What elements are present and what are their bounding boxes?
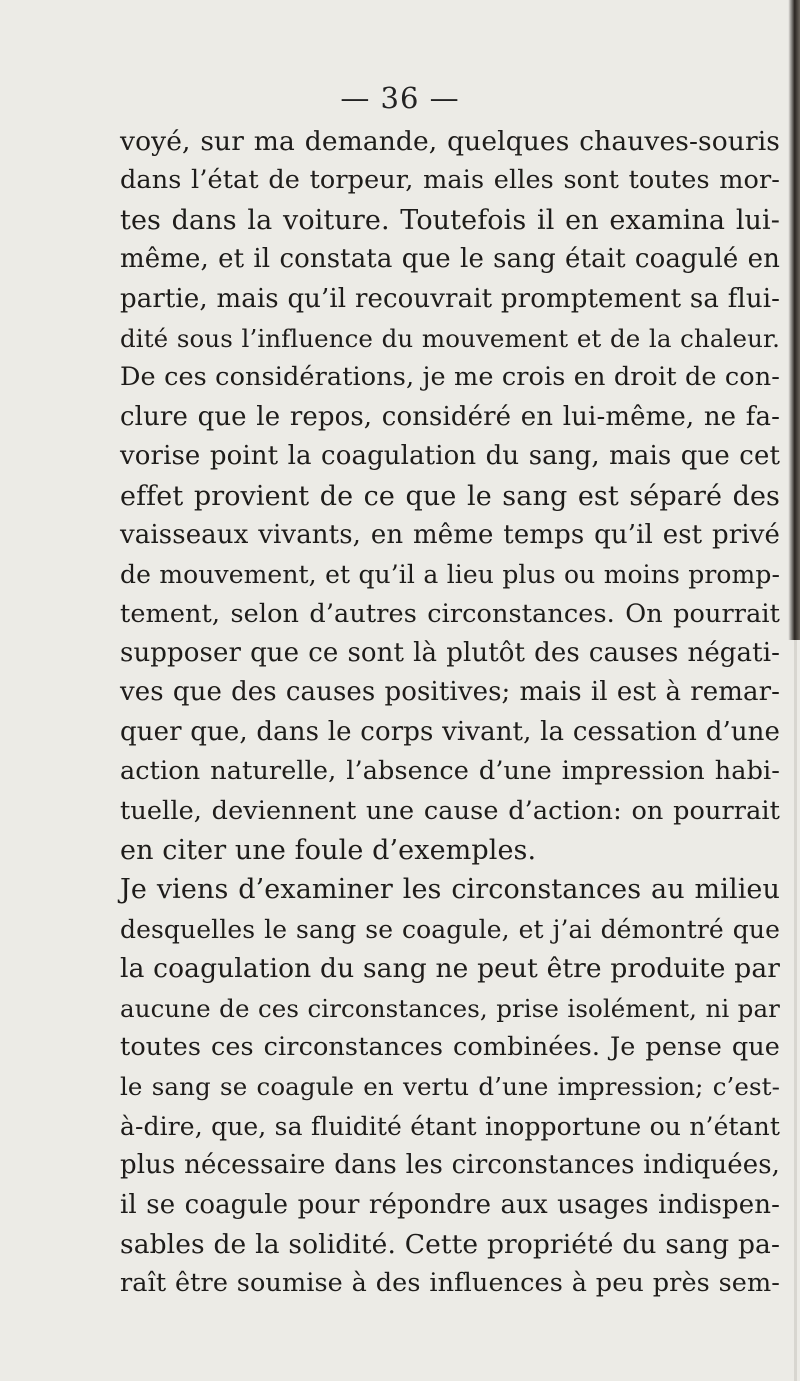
text-line: dité sous l’influence du mouvement et de la chaleur. bbox=[120, 323, 780, 353]
text-line: même, et il constata que le sang était coagulé en bbox=[120, 244, 780, 275]
text-line: vaisseaux vivants, en même temps qu’il est privé bbox=[120, 519, 780, 550]
text-line: Je viens d’examiner les circonstances au milieu bbox=[120, 874, 780, 906]
page-number: — 36 — bbox=[340, 81, 460, 115]
text-line: De ces considérations, je me crois en droit de con- bbox=[120, 362, 780, 393]
text-line: vorise point la coagulation du sang, mais que cet bbox=[120, 441, 780, 472]
text-line: tuelle, deviennent une cause d’action: on pourrait bbox=[120, 795, 780, 826]
text-line: dans l’état de torpeur, mais elles sont toutes mor- bbox=[120, 165, 780, 196]
text-line: voyé, sur ma demande, quelques chauves-souris bbox=[120, 126, 780, 157]
text-line: tement, selon d’autres circonstances. On pourrait bbox=[120, 598, 780, 629]
text-line: tes dans la voiture. Toutefois il en examina lui- bbox=[120, 204, 780, 236]
body-text bbox=[120, 122, 780, 1304]
text-line: aucune de ces circonstances, prise isolément, ni par bbox=[120, 993, 780, 1023]
text-line: supposer que ce sont là plutôt des causes négati- bbox=[120, 638, 780, 669]
text-line: quer que, dans le corps vivant, la cessation d’une bbox=[120, 716, 780, 747]
text-line: action naturelle, l’absence d’une impression habi- bbox=[120, 756, 780, 787]
text-line: il se coagule pour répondre aux usages indispen- bbox=[120, 1189, 780, 1220]
text-line: la coagulation du sang ne peut être produite par bbox=[120, 953, 780, 985]
text-line: sables de la solidité. Cette propriété du sang pa- bbox=[120, 1228, 780, 1260]
text-line: à-dire, que, sa fluidité étant inopportune ou n’étant bbox=[120, 1111, 780, 1141]
text-line: partie, mais qu’il recouvrait promptement sa flui- bbox=[120, 283, 780, 314]
text-line: effet provient de ce que le sang est séparé des bbox=[120, 480, 780, 512]
text-line: ves que des causes positives; mais il est à remar- bbox=[120, 677, 780, 708]
text-line: toutes ces circonstances combinées. Je pense que bbox=[120, 1031, 780, 1062]
text-line: clure que le repos, considéré en lui-même, ne fa- bbox=[120, 401, 780, 432]
text-line: le sang se coagule en vertu d’une impression; c’est- bbox=[120, 1072, 780, 1102]
page-edge-line bbox=[794, 640, 797, 1381]
text-line: raît être soumise à des influences à peu près sem- bbox=[120, 1268, 780, 1299]
text-line: desquelles le sang se coagule, et j’ai démontré que bbox=[120, 914, 780, 944]
text-line: de mouvement, et qu’il a lieu plus ou moins promp- bbox=[120, 560, 780, 590]
text-line: en citer une foule d’exemples. bbox=[120, 835, 537, 867]
text-line: plus nécessaire dans les circonstances indiquées, bbox=[120, 1150, 780, 1181]
